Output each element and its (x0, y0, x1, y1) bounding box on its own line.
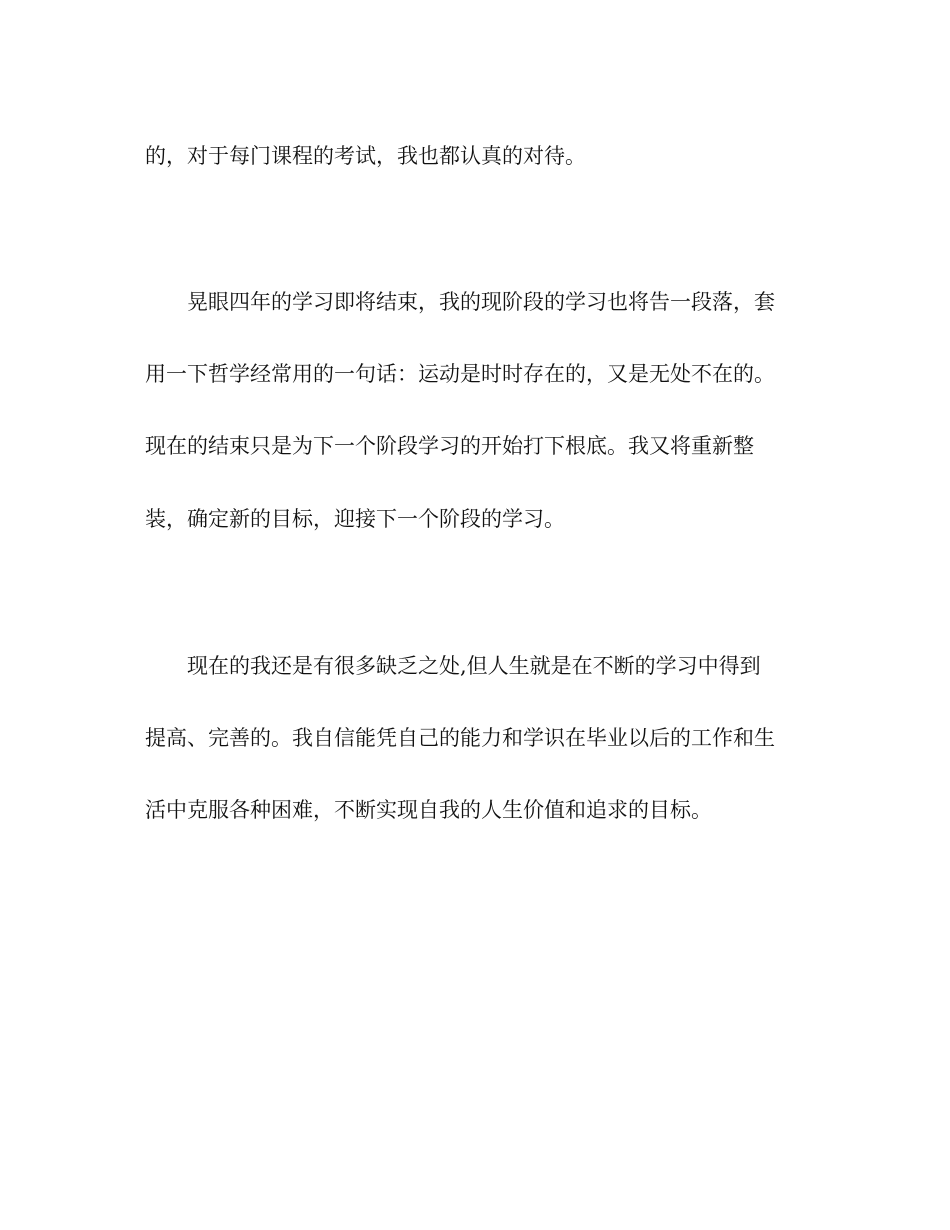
paragraph-line: 晃眼四年的学习即将结束，我的现阶段的学习也将告一段落，套 (187, 290, 775, 314)
paragraph-line: 的，对于每门课程的考试，我也都认真的对待。 (145, 144, 586, 168)
paragraph-line: 现在的结束只是为下一个阶段学习的开始打下根底。我又将重新整 (145, 434, 754, 458)
paragraph-line: 装，确定新的目标，迎接下一个阶段的学习。 (145, 507, 565, 531)
paragraph-line: 提高、完善的。我自信能凭自己的能力和学识在毕业以后的工作和生 (145, 726, 775, 750)
paragraph-line: 活中克服各种困难，不断实现自我的人生价值和追求的目标。 (145, 798, 712, 822)
paragraph-line: 用一下哲学经常用的一句话：运动是时时存在的，又是无处不在的。 (145, 362, 775, 386)
paragraph-line: 现在的我还是有很多缺乏之处,但人生就是在不断的学习中得到 (187, 654, 761, 678)
